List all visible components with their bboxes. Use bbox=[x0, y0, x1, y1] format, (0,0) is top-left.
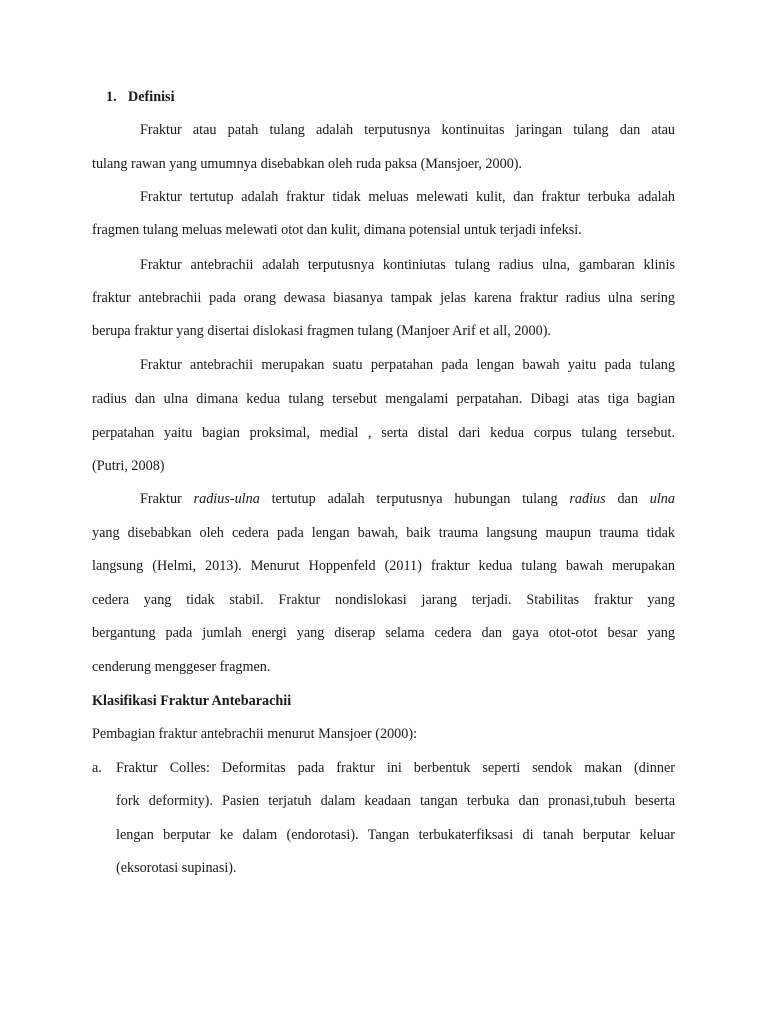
paragraph-2-line-1: Fraktur tertutup adalah fraktur tidak meluas melewati kulit, dan fraktur terbuka adalah bbox=[140, 189, 675, 205]
paragraph-3-line-3: berupa fraktur yang disertai dislokasi fragmen tulang (Manjoer Arif et all, 2000). bbox=[92, 323, 551, 339]
p5-italic-radius: radius bbox=[569, 491, 606, 507]
paragraph-4-line-3: perpatahan yaitu bagian proksimal, medial , serta distal dari kedua corpus tulang tersebut. bbox=[92, 425, 675, 441]
paragraph-3-line-2: fraktur antebrachii pada orang dewasa biasanya tampak jelas karena fraktur radius ulna sering bbox=[92, 290, 675, 306]
paragraph-2-line-2: fragmen tulang meluas melewati otot dan kulit, dimana potensial untuk terjadi infeksi. bbox=[92, 222, 582, 238]
section-title: Definisi bbox=[128, 89, 175, 105]
list-item-a-line-2: fork deformity). Pasien terjatuh dalam keadaan tangan terbuka dan pronasi,tubuh beserta bbox=[116, 793, 675, 809]
paragraph-1-line-1: Fraktur atau patah tulang adalah terputusnya kontinuitas jaringan tulang dan atau bbox=[140, 122, 675, 138]
paragraph-4-line-4: (Putri, 2008) bbox=[92, 458, 165, 474]
p5-text-c: tertutup adalah terputusnya hubungan tulang bbox=[259, 491, 570, 507]
p5-italic-ulna: ulna bbox=[649, 491, 675, 507]
paragraph-5-line-1 bbox=[92, 489, 675, 509]
list-item-a-line-4: (eksorotasi supinasi). bbox=[116, 860, 237, 876]
p5-text-a: Fraktur bbox=[140, 491, 194, 507]
paragraph-4-line-1: Fraktur antebrachii merupakan suatu perpatahan pada lengan bawah yaitu pada tulang bbox=[140, 357, 675, 373]
klasifikasi-heading: Klasifikasi Fraktur Antebarachii bbox=[92, 693, 292, 709]
klasifikasi-intro: Pembagian fraktur antebrachii menurut Mansjoer (2000): bbox=[92, 726, 418, 742]
paragraph-1-line-2: tulang rawan yang umumnya disebabkan oleh ruda paksa (Mansjoer, 2000). bbox=[92, 156, 523, 172]
list-marker-a: a. bbox=[92, 760, 102, 776]
paragraph-5-line-4: cedera yang tidak stabil. Fraktur nondislokasi jarang terjadi. Stabilitas fraktur yang bbox=[92, 592, 675, 608]
p5-italic-radius-ulna: radius-ulna bbox=[193, 491, 260, 507]
paragraph-4-line-2: radius dan ulna dimana kedua tulang tersebut mengalami perpatahan. Dibagi atas tiga bagian bbox=[92, 391, 675, 407]
list-item-a-line-3: lengan berputar ke dalam (endorotasi). Tangan terbukaterfiksasi di tanah berputar keluar bbox=[116, 827, 675, 843]
section-heading bbox=[92, 87, 689, 107]
paragraph-3-line-1: Fraktur antebrachii adalah terputusnya kontiniutas tulang radius ulna, gambaran klinis bbox=[140, 257, 675, 273]
list-item-a-text-1: Fraktur Colles: Deformitas pada fraktur ini berbentuk seperti sendok makan (dinner bbox=[116, 760, 675, 776]
list-item-a-line-1 bbox=[92, 758, 675, 778]
paragraph-5-line-5: bergantung pada jumlah energi yang diserap selama cedera dan gaya otot-otot besar yang bbox=[92, 625, 675, 641]
section-number: 1. bbox=[106, 89, 117, 105]
p5-text-e: dan bbox=[605, 491, 650, 507]
paragraph-5-line-3: langsung (Helmi, 2013). Menurut Hoppenfeld (2011) fraktur kedua tulang bawah merupakan bbox=[92, 558, 675, 574]
paragraph-5-line-2: yang disebabkan oleh cedera pada lengan bawah, baik trauma langsung maupun trauma tidak bbox=[92, 525, 675, 541]
paragraph-5-line-6: cenderung menggeser fragmen. bbox=[92, 659, 271, 675]
